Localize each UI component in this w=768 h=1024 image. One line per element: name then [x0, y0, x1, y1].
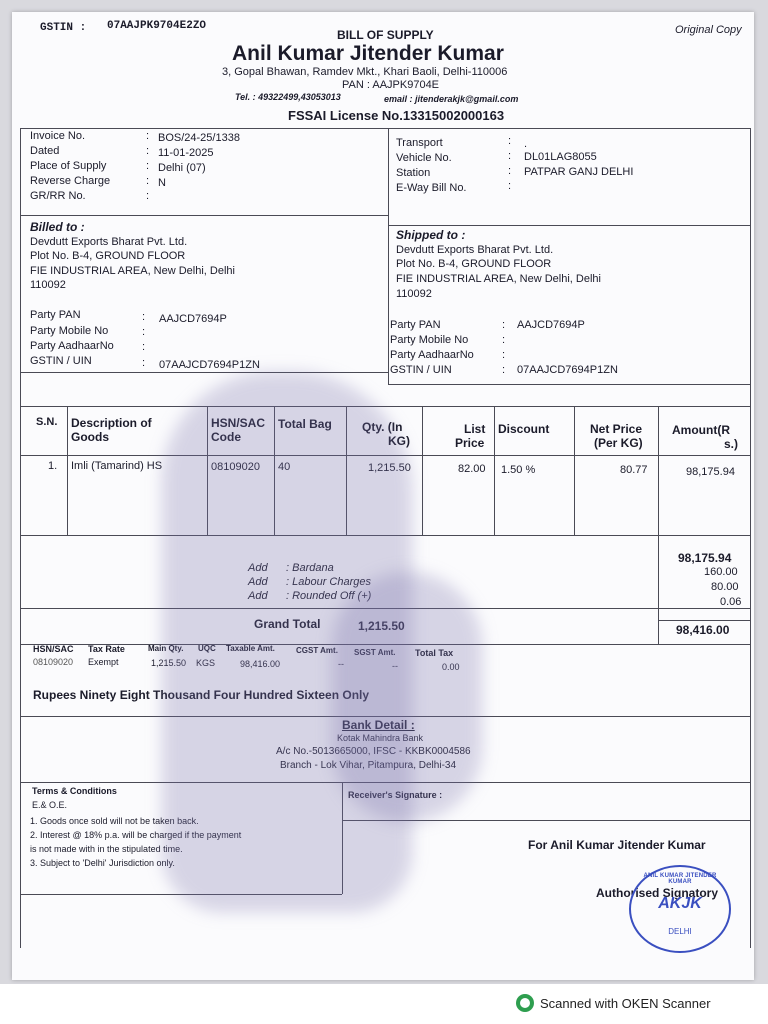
row-amount: 98,175.94: [686, 466, 735, 478]
seal-initials: AKJK: [658, 895, 702, 912]
copy-label: Original Copy: [675, 24, 742, 36]
divider: [20, 894, 342, 895]
col-divider: [207, 406, 208, 535]
colon: :: [508, 135, 512, 147]
terms-eoe: E.& O.E.: [32, 800, 68, 810]
billed-to-address-2: FIE INDUSTRIAL AREA, New Delhi, Delhi: [30, 265, 235, 277]
billed-gstin-label: GSTIN / UIN: [30, 355, 92, 367]
header-hsn-1: HSN/SAC: [211, 416, 266, 430]
invoice-no-label: Invoice No.: [30, 130, 86, 142]
shipped-party-mobile-label: Party Mobile No: [390, 334, 469, 346]
billed-party-aadhaar-label: Party AadhaarNo: [30, 340, 114, 352]
shipped-party-aadhaar-label: Party AadhaarNo: [390, 349, 474, 361]
invoice-no-value: BOS/24-25/1338: [158, 132, 240, 144]
header-list-2: Price: [455, 436, 485, 450]
colon: :: [142, 357, 146, 369]
divider: [388, 128, 389, 384]
billed-to-name: Devdutt Exports Bharat Pvt. Ltd.: [30, 236, 188, 248]
scanner-logo-icon: [516, 994, 534, 1012]
row-qty: 1,215.50: [368, 462, 411, 474]
divider: [342, 820, 750, 821]
tax-header-main-qty: Main Qty.: [148, 644, 184, 653]
add-label: Add: [248, 590, 268, 602]
shipped-gstin-label: GSTIN / UIN: [390, 364, 452, 376]
billed-to-heading: Billed to :: [30, 220, 85, 234]
row-sn: 1.: [48, 460, 58, 472]
seal-city: DELHI: [668, 927, 692, 936]
bank-branch: Branch - Lok Vihar, Pitampura, Delhi-34: [280, 760, 457, 771]
bank-account: A/c No.-5013665000, IFSC - KKBK0004586: [276, 746, 471, 757]
rounded-off-label: : Rounded Off (+): [286, 590, 372, 602]
transport-label: Transport: [396, 137, 443, 149]
divider: [20, 782, 750, 783]
col-divider: [346, 406, 347, 535]
tax-header-cgst: CGST Amt.: [296, 646, 338, 655]
row-hsn: 08109020: [211, 461, 260, 473]
company-tel: Tel. : 49322499,43053013: [235, 92, 341, 102]
divider: [20, 455, 750, 456]
grand-total-qty: 1,215.50: [358, 619, 405, 633]
tax-header-sgst: SGST Amt.: [354, 648, 396, 657]
divider: [20, 215, 388, 216]
gstin-value: 07AAJPK9704E2ZO: [107, 20, 207, 32]
tax-row-taxable: 98,416.00: [240, 659, 281, 669]
shipped-to-name: Devdutt Exports Bharat Pvt. Ltd.: [396, 244, 554, 256]
tax-row-hsn: 08109020: [33, 657, 74, 667]
tax-row-sgst: --: [392, 661, 398, 671]
add-label: Add: [248, 562, 268, 574]
colon: :: [142, 341, 146, 353]
tax-row-cgst: --: [338, 659, 344, 669]
colon: :: [508, 165, 512, 177]
fssai-license: FSSAI License No.13315002000163: [288, 108, 505, 123]
dated-label: Dated: [30, 145, 60, 157]
terms-line-3: is not made with in the stipulated time.: [30, 844, 183, 854]
terms-line-4: 3. Subject to 'Delhi' Jurisdiction only.: [30, 858, 175, 868]
divider: [388, 384, 750, 385]
header-hsn-2: Code: [211, 430, 241, 444]
tax-header-taxable: Taxable Amt.: [226, 644, 275, 653]
terms-line-2: 2. Interest @ 18% p.a. will be charged if the payment: [30, 830, 242, 840]
shipped-to-address-3: 110092: [396, 288, 432, 300]
colon: :: [502, 364, 506, 376]
header-amount-2: s.): [724, 437, 739, 451]
tax-row-rate: Exempt: [88, 657, 119, 667]
col-divider: [342, 782, 343, 894]
divider: [20, 128, 750, 129]
colon: :: [142, 326, 146, 338]
billed-party-pan-value: AAJCD7694P: [159, 313, 227, 325]
seal-text-top: ANIL KUMAR JITENDER KUMAR: [643, 873, 717, 885]
row-description: Imli (Tamarind) HS: [71, 460, 163, 472]
invoice-sheet: [12, 12, 754, 980]
place-of-supply-value: Delhi (07): [158, 162, 206, 174]
bardana-label: : Bardana: [286, 562, 334, 574]
shipped-gstin-value: 07AAJCD7694P1ZN: [517, 364, 618, 376]
tax-row-total: 0.00: [442, 662, 460, 672]
row-list-price: 82.00: [458, 463, 486, 475]
header-qty-1: Qty. (In: [362, 420, 403, 434]
frame-right: [750, 128, 751, 948]
colon: :: [502, 349, 506, 361]
divider: [20, 644, 750, 645]
company-name: Anil Kumar Jitender Kumar: [232, 42, 504, 65]
place-of-supply-label: Place of Supply: [30, 160, 107, 172]
divider: [20, 716, 750, 717]
divider: [20, 608, 750, 609]
divider: [658, 620, 750, 621]
labour-charges-label: : Labour Charges: [286, 576, 371, 588]
header-discount: Discount: [498, 422, 550, 436]
header-list-1: List: [464, 422, 486, 436]
header-sn: S.N.: [36, 416, 58, 428]
colon: :: [146, 175, 150, 187]
gr-rr-label: GR/RR No.: [30, 190, 86, 202]
reverse-charge-label: Reverse Charge: [30, 175, 111, 187]
divider: [20, 406, 750, 407]
col-divider: [574, 406, 575, 535]
labour-charges-value: 80.00: [711, 581, 739, 593]
divider: [20, 535, 750, 536]
reverse-charge-value: N: [158, 177, 166, 189]
header-qty-2: KG): [388, 434, 410, 448]
frame-left: [20, 128, 21, 948]
row-bag: 40: [278, 461, 291, 473]
billed-party-mobile-label: Party Mobile No: [30, 325, 109, 337]
header-amount-1: Amount(R: [672, 423, 730, 437]
header-description-1: Description of: [71, 416, 152, 430]
colon: :: [146, 145, 150, 157]
header-net-price-1: Net Price: [590, 422, 643, 436]
col-divider: [494, 406, 495, 535]
subtotal-value: 98,175.94: [678, 551, 732, 565]
bank-name: Kotak Mahindra Bank: [337, 733, 424, 743]
col-divider: [422, 406, 423, 535]
tax-row-uqc: KGS: [196, 658, 216, 668]
transport-value: .: [524, 138, 528, 150]
terms-line-1: 1. Goods once sold will not be taken back.: [30, 816, 199, 826]
rounded-off-value: 0.06: [720, 596, 742, 608]
tax-row-main-qty: 1,215.50: [151, 658, 187, 668]
colon: :: [502, 334, 506, 346]
colon: :: [508, 150, 512, 162]
row-discount: 1.50 %: [501, 464, 536, 476]
station-label: Station: [396, 167, 431, 179]
station-value: PATPAR GANJ DELHI: [524, 166, 634, 178]
colon: :: [146, 190, 150, 202]
gstin-label: GSTIN :: [40, 22, 87, 34]
receiver-signature-label: Receiver's Signature :: [348, 790, 443, 800]
colon: :: [142, 311, 146, 323]
grand-total-label: Grand Total: [254, 617, 321, 631]
colon: :: [508, 180, 512, 192]
terms-heading: Terms & Conditions: [32, 786, 117, 796]
billed-to-address-1: Plot No. B-4, GROUND FLOOR: [30, 250, 186, 262]
divider: [388, 225, 750, 226]
scanner-logo-inner: [520, 998, 530, 1008]
colon: :: [502, 319, 506, 331]
vehicle-no-value: DL01LAG8055: [524, 151, 597, 163]
header-description-2: Goods: [71, 430, 109, 444]
header-net-price-2: (Per KG): [594, 436, 643, 450]
tax-header-total: Total Tax: [415, 648, 454, 658]
header-total-bag: Total Bag: [278, 417, 332, 431]
authorised-signatory: Authorised Signatory: [596, 886, 719, 900]
tax-header-hsn: HSN/SAC: [33, 644, 74, 654]
colon: :: [146, 130, 150, 142]
scanner-footer: [0, 984, 768, 1024]
add-label: Add: [248, 576, 268, 588]
billed-gstin-value: 07AAJCD7694P1ZN: [159, 359, 260, 371]
billed-party-pan-label: Party PAN: [30, 309, 81, 321]
shipped-to-address-2: FIE INDUSTRIAL AREA, New Delhi, Delhi: [396, 273, 601, 285]
tax-header-uqc: UQC: [198, 644, 216, 653]
dated-value: 11-01-2025: [158, 147, 214, 159]
shipped-to-heading: Shipped to :: [396, 228, 466, 242]
shipped-party-pan-value: AAJCD7694P: [517, 319, 585, 331]
colon: :: [146, 160, 150, 172]
col-divider: [658, 535, 659, 644]
eway-bill-label: E-Way Bill No.: [396, 182, 467, 194]
col-divider: [658, 406, 659, 535]
col-divider: [67, 406, 68, 535]
col-divider: [274, 406, 275, 535]
amount-in-words: Rupees Ninety Eight Thousand Four Hundred Sixteen Only: [33, 688, 370, 702]
company-email: email : jitenderakjk@gmail.com: [384, 94, 519, 104]
bardana-value: 160.00: [704, 566, 738, 578]
shipped-party-pan-label: Party PAN: [390, 319, 441, 331]
tax-header-rate: Tax Rate: [88, 644, 125, 654]
divider: [20, 372, 388, 373]
billed-to-address-3: 110092: [30, 279, 66, 291]
for-company-line: For Anil Kumar Jitender Kumar: [528, 838, 706, 852]
doc-type: BILL OF SUPPLY: [337, 28, 434, 42]
vehicle-no-label: Vehicle No.: [396, 152, 452, 164]
shipped-to-address-1: Plot No. B-4, GROUND FLOOR: [396, 258, 552, 270]
row-net-price: 80.77: [620, 464, 648, 476]
grand-total-amount: 98,416.00: [676, 623, 730, 637]
company-address: 3, Gopal Bhawan, Ramdev Mkt., Khari Baoli, Delhi-110006: [222, 66, 508, 78]
scanner-text: Scanned with OKEN Scanner: [540, 996, 711, 1011]
bank-heading: Bank Detail :: [342, 718, 415, 732]
company-seal: [629, 865, 731, 953]
company-pan: PAN : AAJPK9704E: [342, 79, 440, 91]
